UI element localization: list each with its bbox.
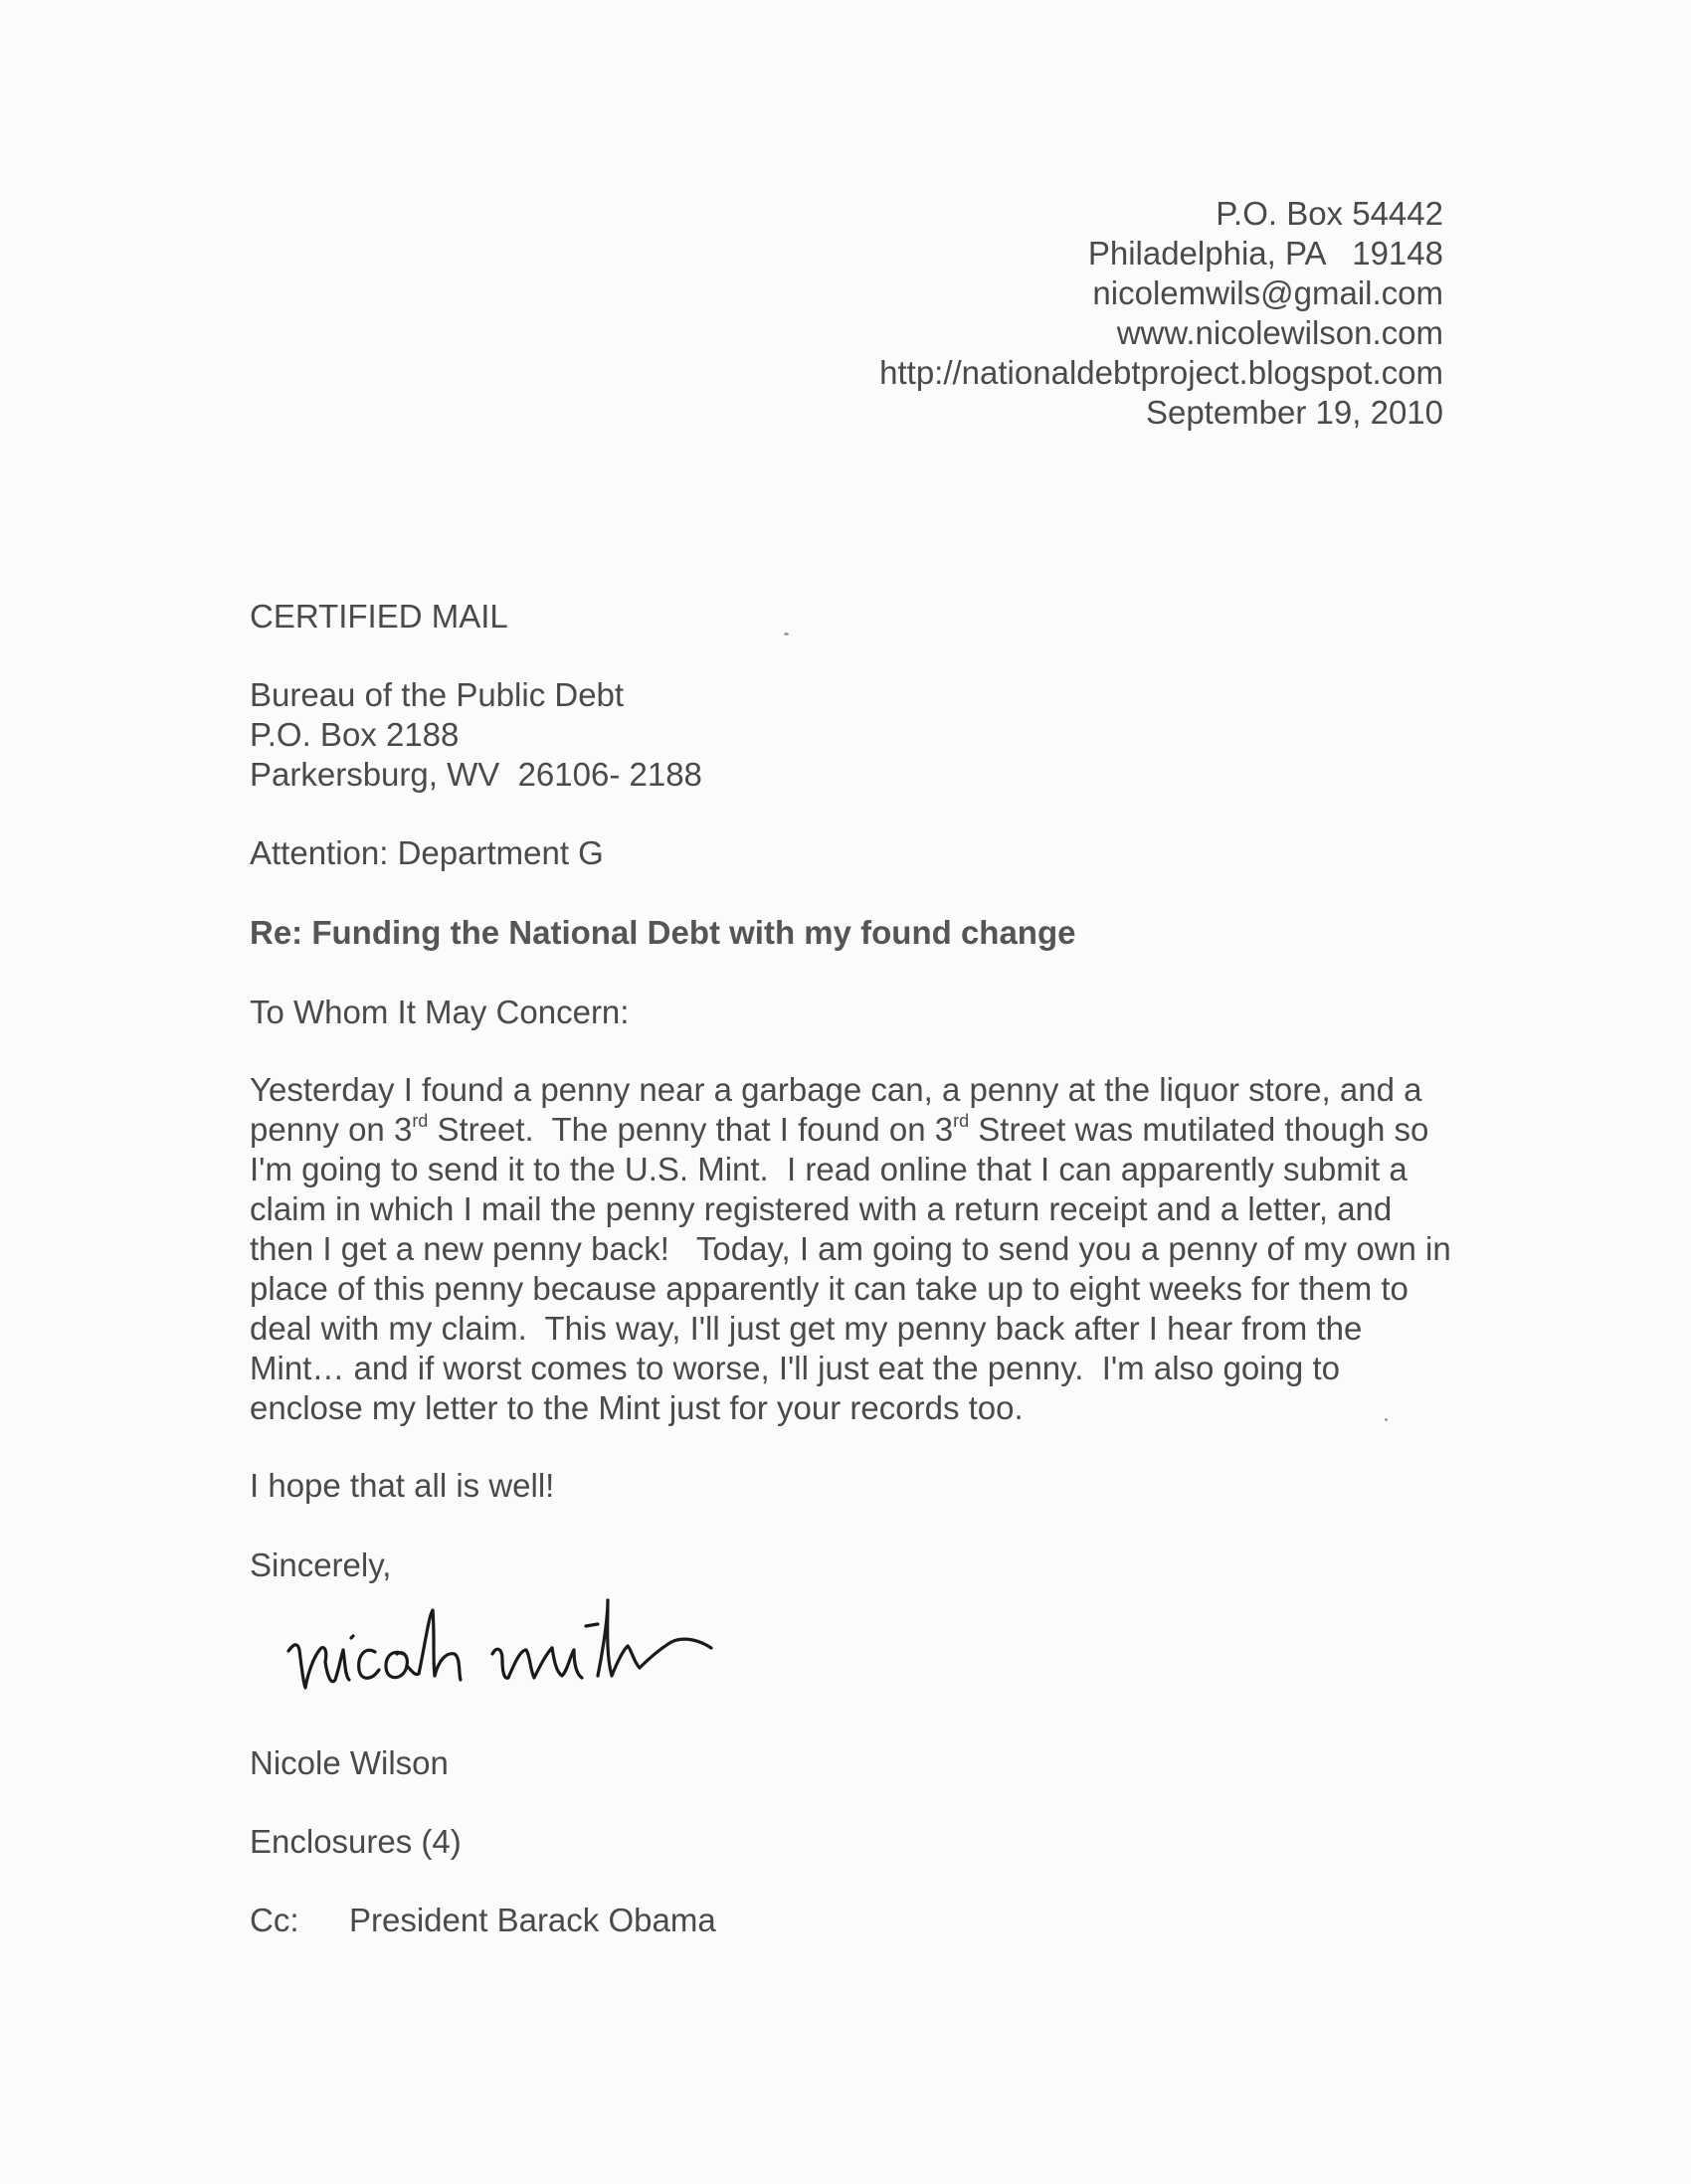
sender-blog: http://nationaldebtproject.blogspot.com: [879, 354, 1443, 391]
body-paragraph: [250, 1070, 1460, 1428]
closing-line: I hope that all is well!: [250, 1467, 555, 1504]
ordinal-suffix-2: rd: [953, 1111, 970, 1131]
sender-email: nicolemwils@gmail.com: [1092, 274, 1443, 311]
body-text-part-1: Yesterday I found a penny near a garbage can, a penny at the liquor store, and a penny on 3: [250, 1071, 1422, 1148]
certified-mail-label: CERTIFIED MAIL: [250, 598, 508, 635]
sender-address-block: [879, 194, 1443, 433]
cc-line: [250, 1901, 716, 1940]
sender-po-box: P.O. Box 54442: [1216, 195, 1443, 232]
signer-name: Nicole Wilson: [250, 1744, 449, 1781]
salutation: To Whom It May Concern:: [250, 994, 630, 1030]
ordinal-suffix-1: rd: [412, 1111, 429, 1131]
recipient-name: Bureau of the Public Debt: [250, 676, 625, 713]
body-text-part-3: Street was mutilated though so I'm going to send it to the U.S. Mint. I read online that I can apparently submit a claim in which I mail the penny registered with a return receipt and a letter, and then I get a new penny back! Today, I am going to send you a penny of my own in place of this penny because apparently it can take up to eight weeks for them to deal with my claim. This way, I'll just get my penny back after I hear from the Mint… and if worst comes to worse, I'll just eat the penny. I'm also going to enclose my letter to the Mint just for your records too.: [250, 1111, 1460, 1426]
letter-date: September 19, 2010: [1145, 394, 1443, 431]
enclosures-line: Enclosures (4): [250, 1823, 462, 1860]
recipient-po-box: P.O. Box 2188: [250, 716, 460, 753]
sender-website: www.nicolewilson.com: [1116, 314, 1443, 351]
scan-speck: [784, 633, 789, 636]
scan-speck: [1385, 1418, 1388, 1421]
valediction: Sincerely,: [250, 1547, 392, 1583]
sender-city-state-zip: Philadelphia, PA 19148: [1087, 235, 1443, 272]
cc-recipient: President Barack Obama: [349, 1902, 716, 1938]
subject-line: Re: Funding the National Debt with my found change: [250, 914, 1076, 951]
recipient-address-block: [250, 675, 702, 795]
handwritten-signature: [283, 1576, 900, 1745]
attention-line: Attention: Department G: [250, 834, 604, 871]
cc-label: Cc:: [250, 1902, 299, 1938]
recipient-city-state-zip: Parkersburg, WV 26106- 2188: [250, 756, 702, 793]
body-text-part-2: Street. The penny that I found on 3: [428, 1111, 954, 1148]
